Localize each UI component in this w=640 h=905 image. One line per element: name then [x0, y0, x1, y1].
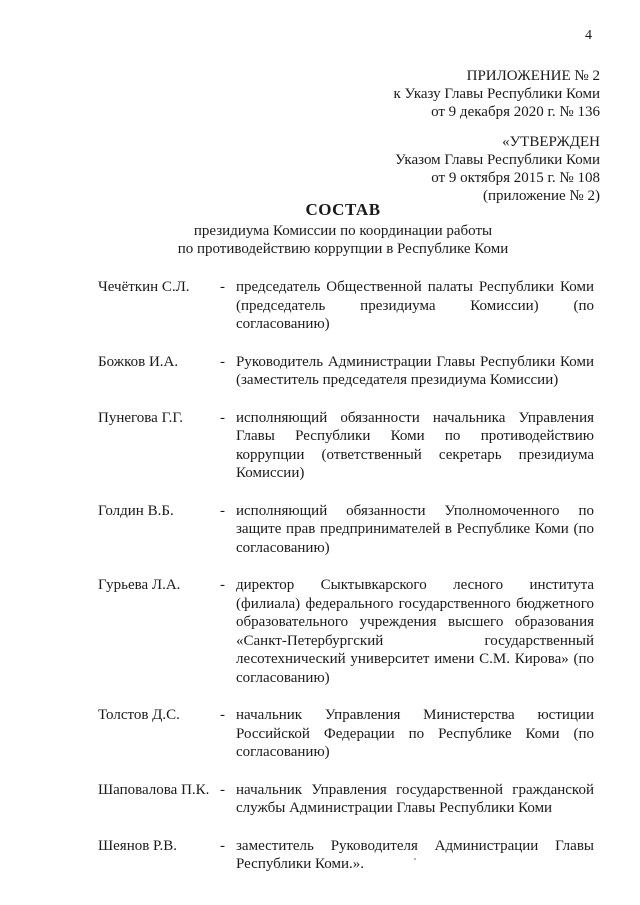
- member-row: [98, 576, 594, 687]
- approval-header: [395, 133, 600, 205]
- member-name: Божков И.А.: [98, 353, 179, 370]
- member-row: [98, 837, 594, 874]
- member-dash: -: [220, 781, 225, 798]
- member-dash: -: [220, 502, 225, 519]
- page-number: 4: [585, 28, 592, 43]
- members-list: [98, 278, 594, 893]
- approval-line: (приложение № 2): [482, 188, 600, 204]
- member-name: Чечёткин С.Л.: [98, 279, 190, 295]
- member-name: Пунегова Г.Г.: [98, 409, 184, 426]
- approval-line: Указом Главы Республики Коми: [395, 152, 600, 168]
- member-role: исполняющий обязанности Уполномоченного по защите прав предпринимателей в Республике Коми (по согласованию): [236, 502, 594, 556]
- member-row: [98, 353, 594, 390]
- member-dash: -: [220, 353, 225, 370]
- approval-line: от 9 октября 2015 г. № 108: [431, 170, 600, 186]
- subtitle-line: президиума Комиссии по координации работы: [193, 223, 493, 239]
- member-row: [98, 781, 594, 818]
- subtitle-line: по противодействию коррупции в Республике Коми: [177, 241, 509, 257]
- member-name: Толстов Д.С.: [98, 707, 180, 723]
- member-role: заместитель Руководителя Администрации Главы Республики Коми.».: [236, 837, 594, 872]
- member-row: [98, 706, 594, 762]
- member-name: Гурьева Л.А.: [98, 577, 181, 593]
- appendix-line: от 9 декабря 2020 г. № 136: [431, 104, 600, 120]
- appendix-header: [393, 67, 600, 121]
- member-dash: -: [220, 577, 225, 593]
- member-dash: -: [220, 707, 225, 723]
- member-dash: -: [220, 409, 225, 426]
- member-row: [98, 409, 594, 483]
- member-role: директор Сыктывкарского лесного института (филиала) федерального государственного бюджетного образовательного учреждения высшего образования «Санкт-Петербургский государственный лесотехнический университет имени С.М. Кирова» (по согласованию): [236, 577, 594, 686]
- member-row: [98, 278, 594, 334]
- member-role: начальник Управления государственной гражданской службы Администрации Главы Республики Коми: [236, 781, 594, 816]
- approval-line: «УТВЕРЖДЕН: [502, 134, 600, 150]
- member-dash: -: [220, 279, 225, 295]
- member-row: [98, 502, 594, 558]
- document-subtitle: [0, 222, 640, 258]
- appendix-line: к Указу Главы Республики Коми: [393, 86, 600, 102]
- member-name: Шаповалова П.К.: [98, 781, 210, 798]
- appendix-line: ПРИЛОЖЕНИЕ № 2: [466, 68, 600, 84]
- member-dash: -: [220, 837, 225, 854]
- scan-speck: [414, 858, 416, 860]
- member-role: Руководитель Администрации Главы Республики Коми (заместитель председателя президиума Комиссии): [236, 353, 594, 388]
- member-role: исполняющий обязанности начальника Управления Главы Республики Коми по противодействию коррупции (ответственный секретарь президиума Комиссии): [236, 409, 594, 481]
- member-name: Голдин В.Б.: [98, 502, 174, 519]
- member-role: начальник Управления Министерства юстиции Российской Федерации по Республике Коми (по согласованию): [236, 707, 594, 760]
- document-title: СОСТАВ: [305, 200, 381, 219]
- member-role: председатель Общественной палаты Республики Коми (председатель президиума Комиссии) (по согласованию): [236, 279, 594, 332]
- member-name: Шеянов Р.В.: [98, 837, 178, 854]
